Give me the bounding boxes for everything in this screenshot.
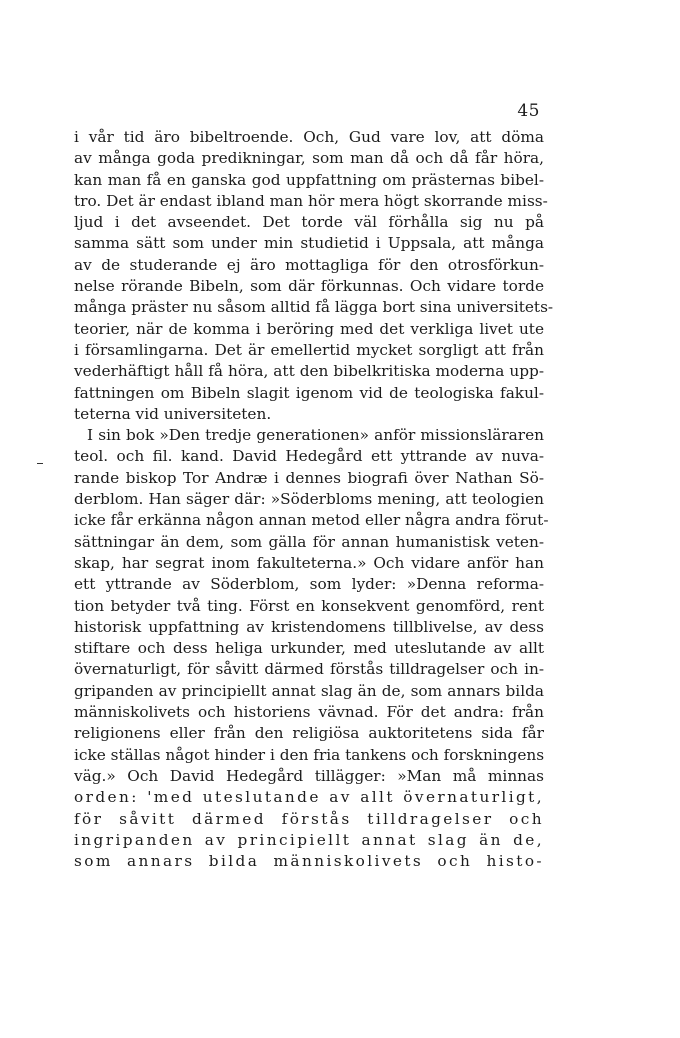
text-line-emphasis: för såvitt därmed förstås tilldragelser och <box>74 809 544 828</box>
text-line: fattningen om Bibeln slagit igenom vid de teologiska fakul- <box>74 383 544 402</box>
text-line: stiftare och dess heliga urkunder, med uteslutande av allt <box>74 639 544 658</box>
text-line: samma sätt som under min studietid i Uppsala, att många <box>74 234 544 253</box>
text-line: övernaturligt, för såvitt därmed förstås tilldragelser och in- <box>74 660 544 679</box>
text-line-emphasis: orden: 'med uteslutande av allt övernaturligt, <box>74 788 544 807</box>
page-number: 45 <box>517 101 540 121</box>
text-line: derblom. Han säger där: »Söderbloms mening, att teologien <box>74 490 544 509</box>
text-line: gripanden av principiellt annat slag än de, som annars bilda <box>74 681 544 700</box>
text-line-emphasis: ingripanden av principiellt annat slag än de, <box>74 830 544 849</box>
text-line: skap, har segrat inom fakulteterna.» Och vidare anför han <box>74 553 544 572</box>
text-line: tion betyder två ting. Först en konsekvent genomförd, rent <box>74 596 544 615</box>
text-line: tro. Det är endast ibland man hör mera högt skorrande miss- <box>74 191 548 210</box>
body-text <box>74 127 554 872</box>
text-line: i församlingarna. Det är emellertid mycket sorgligt att från <box>74 340 544 359</box>
text-line: historisk uppfattning av kristendomens tillblivelse, av dess <box>74 617 544 636</box>
text-line: rande biskop Tor Andræ i dennes biografi över Nathan Sö- <box>74 468 544 487</box>
text-line: ljud i det avseendet. Det torde väl förhålla sig nu på <box>74 213 544 232</box>
text-line: teorier, när de komma i beröring med det verkliga livet ute <box>74 319 544 338</box>
text-line: icke får erkänna någon annan metod eller några andra förut- <box>74 511 549 530</box>
text-line: I sin bok »Den tredje generationen» anför missionsläraren <box>87 426 544 445</box>
text-line: teol. och fil. kand. David Hedegård ett yttrande av nuva- <box>74 447 544 466</box>
text-line: icke ställas något hinder i den fria tankens och forskningens <box>74 745 545 764</box>
text-line: av de studerande ej äro mottagliga för den otrosförkun- <box>74 255 544 274</box>
text-line: många präster nu såsom alltid få lägga bort sina universitets- <box>74 298 554 317</box>
text-line: teterna vid universiteten. <box>74 404 272 423</box>
text-line: av många goda predikningar, som man då och då får höra, <box>74 149 544 168</box>
text-line: nelse rörande Bibeln, som där förkunnas. Och vidare torde <box>74 277 544 296</box>
text-line: väg.» Och David Hedegård tillägger: »Man må minnas <box>74 766 544 785</box>
text-line: religionens eller från den religiösa auktoritetens sida får <box>74 724 544 743</box>
text-line: ett yttrande av Söderblom, som lyder: »Denna reforma- <box>74 575 544 594</box>
text-line: människolivets och historiens vävnad. För det andra: från <box>74 703 544 722</box>
text-line: i vår tid äro bibeltroende. Och, Gud vare lov, att döma <box>74 128 544 146</box>
text-line: vederhäftigt håll få höra, att den bibelkritiska moderna upp- <box>74 362 544 381</box>
text-line-emphasis: som annars bilda människolivets och histo- <box>74 852 544 871</box>
text-line: sättningar än dem, som gälla för annan humanistisk veten- <box>74 532 544 551</box>
text-line: kan man få en ganska god uppfattning om prästernas bibel- <box>74 170 544 189</box>
margin-mark <box>37 463 43 464</box>
